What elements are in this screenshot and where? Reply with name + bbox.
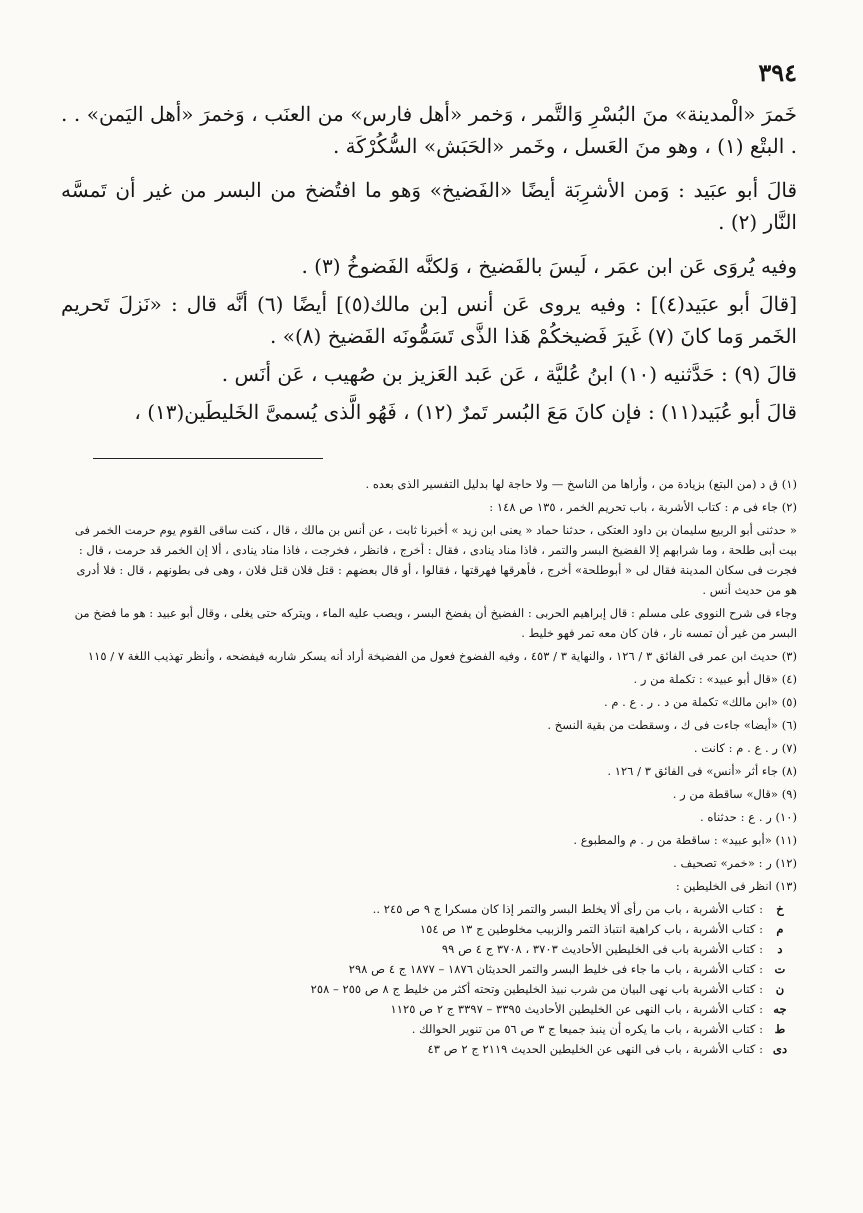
source-siglum: جه [773,1002,787,1016]
source-siglum: دى [772,1042,788,1056]
paragraph: قالَ أبو عبَيد : وَمن الأشرِبَة أيضًا «الفَضيخ» وَهو ما افتُضخ من البسر من غير أن تَمسَّه النَّار (٢) . [61,178,797,234]
source-siglum: م [776,922,784,936]
reference-text: : كتاب الأشربة باب نهى البيان من شرب نبيذ الخليطين وتحته أكثر من خليط ج ٨ ص ٢٥٥ – ٢٥٨ [310,982,763,996]
paragraph: [قالَ أبو عبَيد(٤)] : وفيه يروى عَن أنس [بن مالك(٥)] أيضًا (٦) أنَّه قال : «نَزلَ تَحريم الخَمر وَما كانَ (٧) غَيرَ فَضيخكُمْ هَذا الذَّى تَسَمُّونَه الفَضيخ (٨)» . [61,292,798,348]
source-siglum: ن [775,982,785,996]
footnote-8: (٨) جاء أثر «أنس» فى الفائق ٣ / ١٢٦ . [607,764,797,778]
paragraph: قالَ أبو عُبَيد(١١) : فإن كانَ مَعَ البُسر تَمرٌ (١٢) ، فَهُو الَّذى يُسمىَّ الخَليطَين(١٣) ، [134,400,797,424]
page-number: ٣٩٤ [758,58,797,87]
paragraph: خَمرَ «الْمدينة» منَ البُسْرِ وَالتَّمر ، وَخمر «أهل فارس» من العنَب ، وَخمرَ «أهل اليَمن» . . . البتْع (١) ، وهو منَ العَسل ، وخَمر «الحَبَش» السُّكُرْكَة . [61,102,797,158]
footnote-11: (١١) «أبو عبيد» : ساقطة من ر . م والمطبوع . [573,833,797,847]
footnote-13: (١٣) انظر فى الخليطين : [675,879,797,893]
reference-row [61,919,797,939]
reference-text: : كتاب الأشربة باب فى الخليطين الأحاديث ٣٧٠٣ ، ٣٧٠٨ ج ٤ ص ٩٩ [441,942,763,956]
footnote-4: (٤) «قال أبو عبيد» : تكملة من ر . [633,672,797,686]
source-siglum: خ [776,902,784,916]
reference-row [61,1039,797,1059]
reference-list [61,899,797,1059]
paragraph: قالَ (٩) : حَدَّثنيه (١٠) ابنُ عُليَّة ، عَن عَبد العَزيز بن صُهيب ، عَن أنَس . [221,362,797,386]
reference-text: : كتاب الأشربة ، باب من رأى ألا يخلط البسر والتمر إذا كان مسكرا ج ٩ ص ٢٤٥ .. [372,902,763,916]
footnote-divider [93,458,323,459]
reference-text: : كتاب الأشربة ، باب كراهية انتباذ التمر والزبيب مخلوطين ج ١٣ ص ١٥٤ [419,922,763,936]
reference-text: : كتاب الأشربة ، باب النهى عن الخليطين الأحاديث ٣٣٩٥ – ٣٣٩٧ ج ٢ ص ١١٢٥ [390,1002,763,1016]
reference-row [61,959,797,979]
source-siglum: د [777,942,783,956]
footnotes [61,474,797,1059]
footnote-1: (١) ق د (من البتع) بزيادة من ، وأراها من الناسخ — ولا حاجة لها بدليل التفسير الذى بعده . [365,477,797,491]
footnote-12: (١٢) ر : «خمر» تصحيف . [673,856,797,870]
footnote-2-quote: « حدثنى أبو الربيع سليمان بن داود العتكى ، حدثنا حماد « يعنى ابن زيد » أخبرنا ثابت ، عن أنس بن مالك ، قال ، كنت ساقى القوم يوم حرمت الخمر فى بيت أبى طلحة ، وما شرابهم إلا الفضيخ البسر والتمر ، فاذا مناد ينادى ، فقال : أخرج ، فانظر ، فخرجت ، فاذا مناد ينادى ، ألا إن الخمر قد حرمت ، قال : فجرت فى سكان المدينة فقال لى « أبوطلحة» أخرج ، فأهرقها فهرقتها ، فقالوا ، أو قال بعضهم : قتل فلان قتل فلان ، وهى فى بطونهم ، قال : فلا أدرى هو من حديث أنس . [74,523,797,597]
reference-text: : كتاب الأشربة ، باب ما يكره أن ينبذ جميعا ج ٣ ص ٥٦ من تنوير الحوالك . [411,1022,763,1036]
reference-text: : كتاب الأشربة ، باب فى النهى عن الخليطين الحديث ٢١١٩ ج ٢ ص ٤٣ [427,1042,763,1056]
footnote-6: (٦) «أيضا» جاءت فى ك ، وسقطت من بقية النسخ . [547,718,797,732]
main-text [61,98,797,440]
source-siglum: ط [774,1022,786,1036]
footnote-9: (٩) «قال» ساقطة من ر . [672,787,797,801]
reference-text: : كتاب الأشربة ، باب ما جاء فى خليط البسر والتمر الحديثان ١٨٧٦ – ١٨٧٧ ج ٤ ص ٢٩٨ [348,962,763,976]
reference-row [61,899,797,919]
reference-row [61,979,797,999]
footnote-10: (١٠) ر . ع : حدثناه . [699,810,797,824]
reference-row [61,999,797,1019]
footnote-7: (٧) ر . ع . م : كانت . [693,741,797,755]
footnote-5: (٥) «ابن مالك» تكملة من د . ر . ع . م . [603,695,797,709]
footnote-3: (٣) حديث ابن عمر فى الفائق ٣ / ١٢٦ ، والنهاية ٣ / ٤٥٣ ، وفيه الفضوخ فعول من الفضيخة أراد أنه يسكر شاربه فيفضحه ، وأنظر تهذيب اللغة ٧ / ١١٥ [87,649,797,663]
footnote-2: (٢) جاء فى م : كتاب الأشربة ، باب تحريم الخمر ، ١٣٥ ص ١٤٨ : [489,500,797,514]
paragraph: وفيه يُروَى عَن ابن عمَر ، لَيسَ بالفَضيخ ، وَلكنَّه الفَضوخُ (٣) . [301,254,797,278]
reference-row [61,1019,797,1039]
footnote-2-nawawi: وجاء فى شرح النووى على مسلم : قال إبراهيم الحربى : الفضيخ أن يفضخ البسر ، ويصب عليه الماء ، ويتركه حتى يغلى ، وقال أبو عبيد : هو ما فضخ من البسر من غير أن تمسه نار ، فان كان معه تمر فهو خليط . [74,606,797,640]
reference-row [61,939,797,959]
source-siglum: ت [774,962,786,976]
